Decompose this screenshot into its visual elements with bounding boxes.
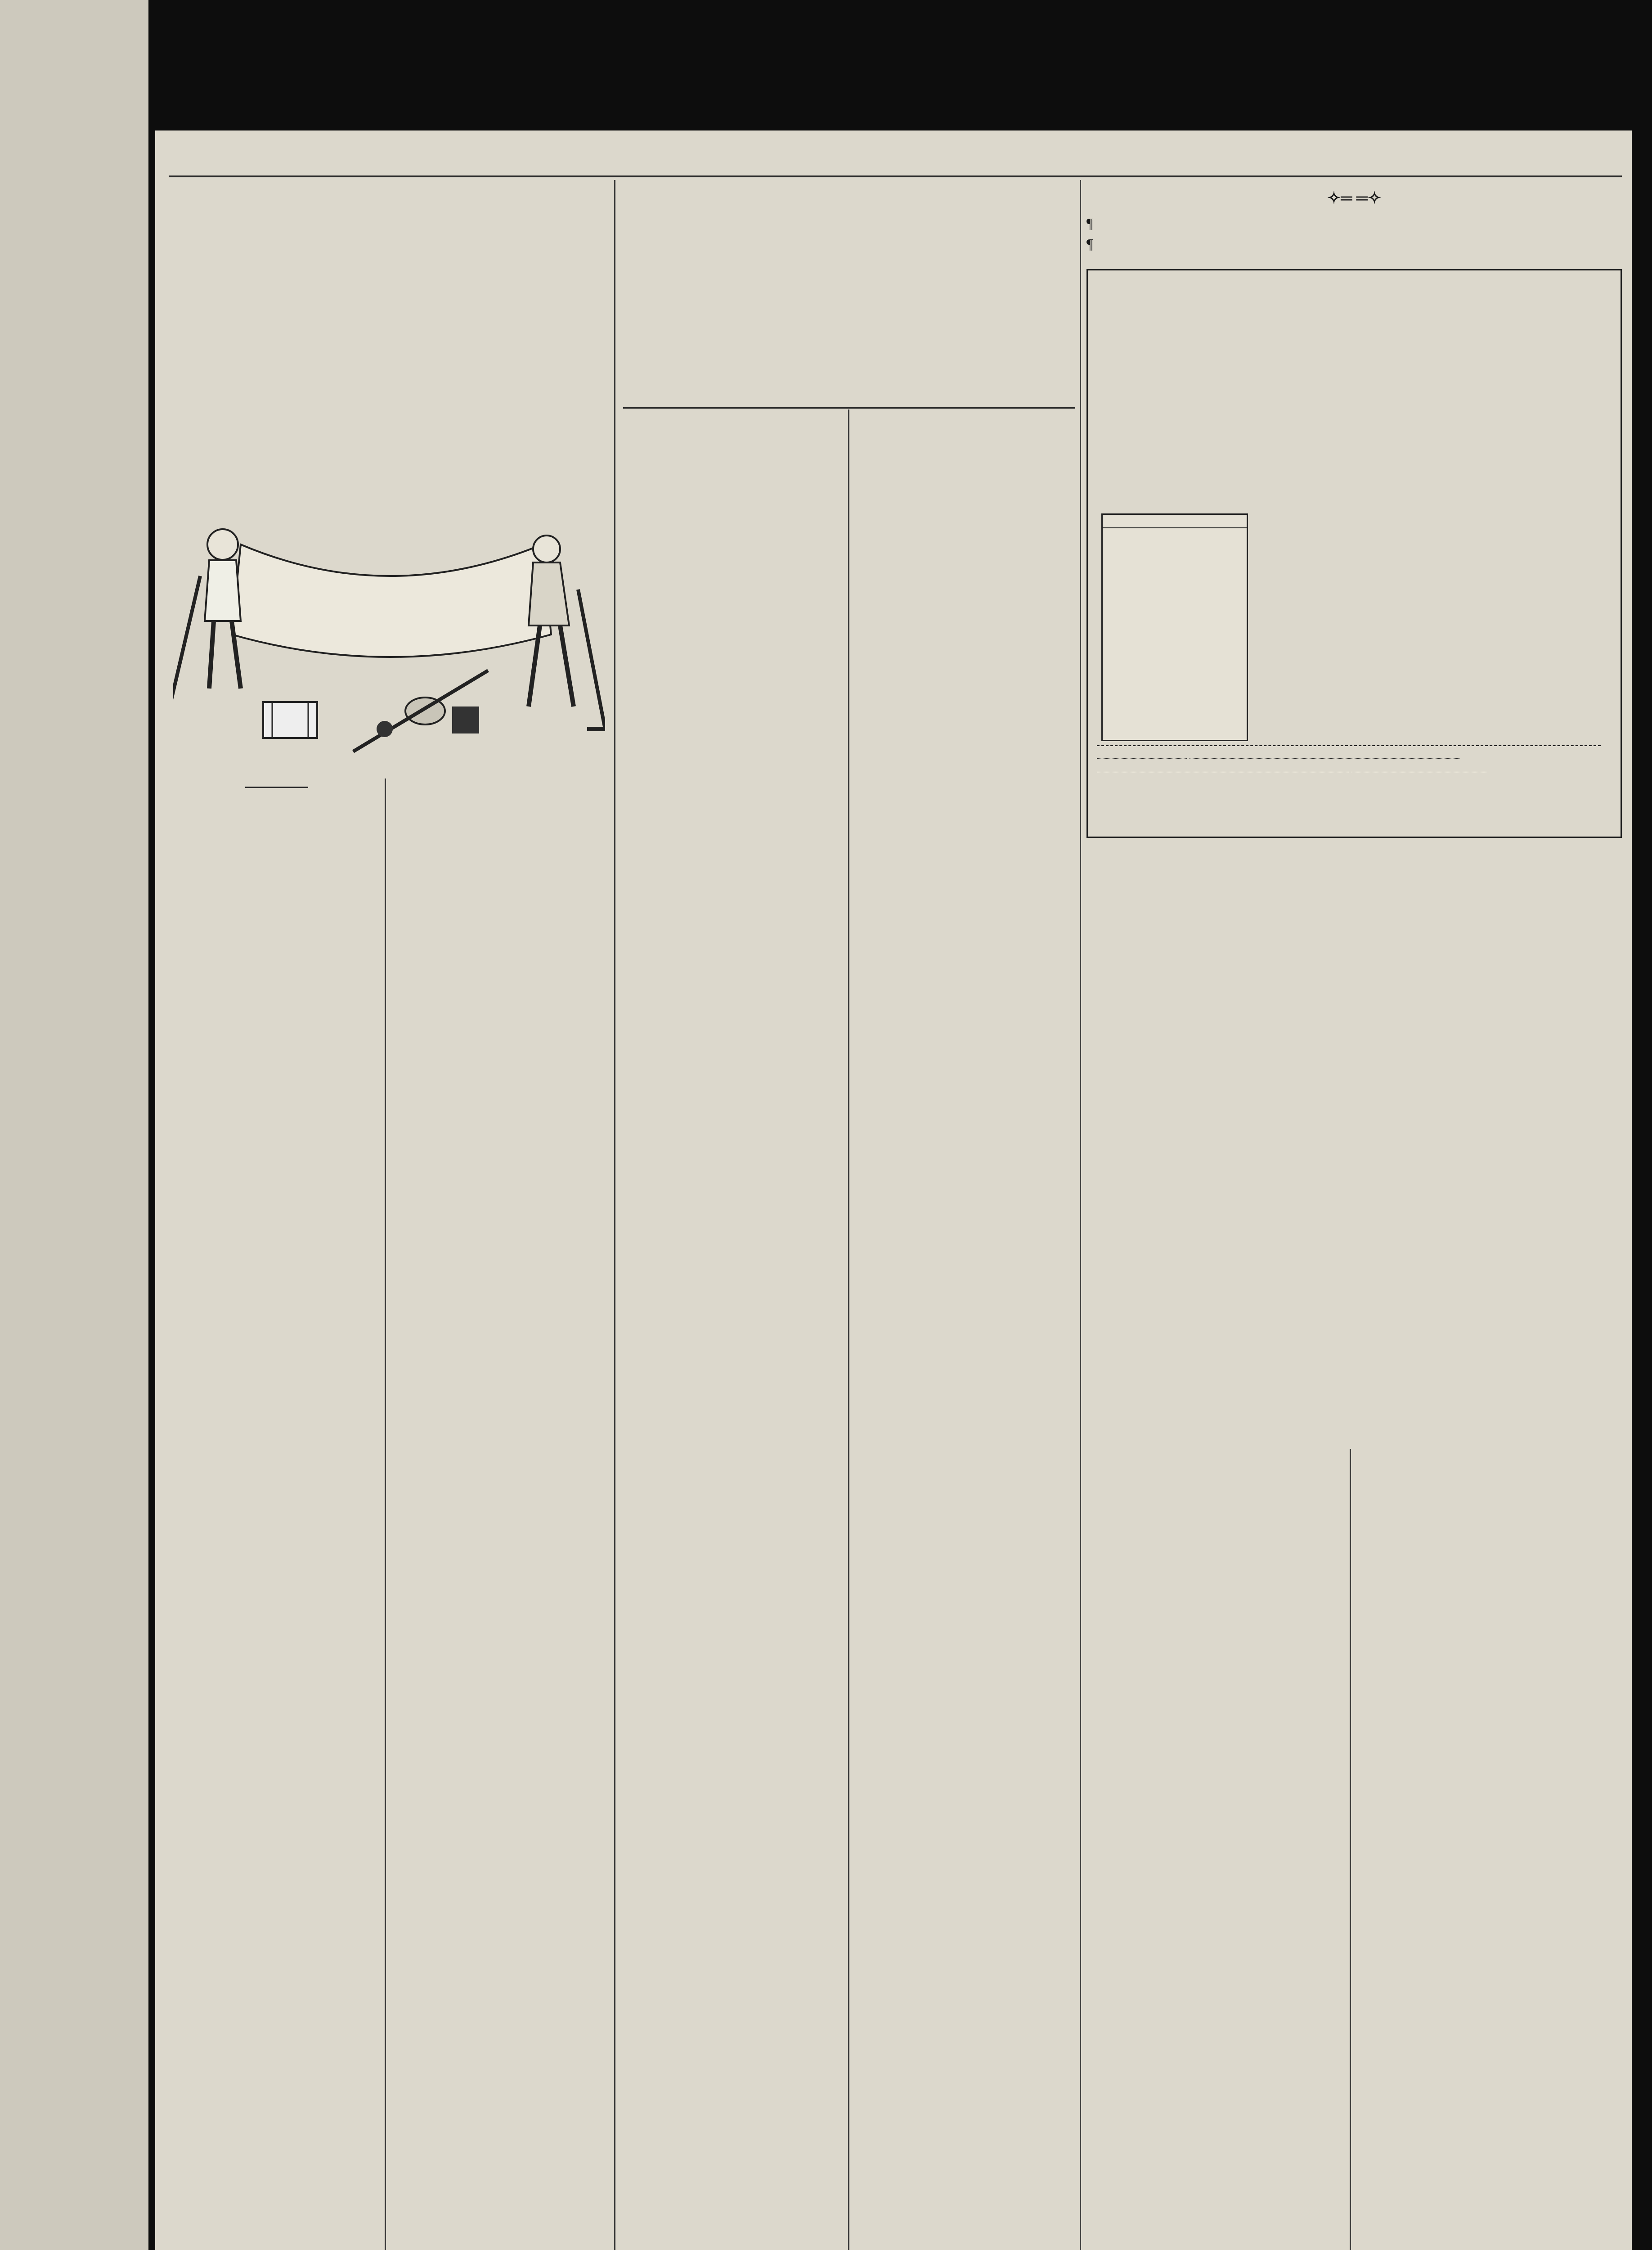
abuse-of-play-column-1 bbox=[178, 878, 378, 2250]
header-rule bbox=[623, 407, 1075, 409]
abuse-of-play-header bbox=[178, 778, 378, 796]
athletic-boy-illustration bbox=[173, 518, 605, 770]
previous-page-strip bbox=[0, 0, 148, 2250]
coupon-number-field[interactable] bbox=[1097, 758, 1187, 759]
ornament-right-icon: ═✧ bbox=[1356, 189, 1382, 207]
volume-line bbox=[1086, 188, 1622, 208]
column-rule bbox=[1350, 1449, 1351, 2250]
order-coupon bbox=[1097, 745, 1601, 776]
pilcrow-icon: ¶ bbox=[1086, 215, 1093, 231]
catholic-england-column-2 bbox=[855, 414, 1073, 2250]
newspaper-page bbox=[155, 130, 1632, 2250]
complimentary-offer bbox=[1259, 513, 1601, 517]
athletic-boy-drawing bbox=[173, 518, 605, 770]
becket-continued-column bbox=[1086, 1451, 1343, 2250]
ad-paragraph-2 bbox=[1086, 235, 1622, 253]
encyclopedia-box bbox=[1086, 269, 1622, 838]
column-rule bbox=[385, 778, 386, 2250]
catholic-england-column-1 bbox=[623, 414, 841, 2250]
header-rule bbox=[169, 176, 1622, 177]
catholic-encyclopedia-ad bbox=[1086, 184, 1622, 1440]
column-rule bbox=[1080, 180, 1081, 2250]
stray-sporting-notes bbox=[391, 1130, 607, 2250]
irish-martyrs-column bbox=[1356, 1451, 1622, 2250]
coupon-name-field[interactable] bbox=[1190, 758, 1459, 759]
pilcrow-icon: ¶ bbox=[1086, 236, 1093, 252]
evolution-book-image bbox=[1101, 513, 1248, 741]
column-rule bbox=[614, 180, 615, 2250]
abbeys-salt-ad bbox=[169, 184, 610, 558]
catholic-england-header bbox=[621, 184, 1075, 410]
coupon-company bbox=[1097, 745, 1601, 749]
ad-paragraph-1 bbox=[1086, 214, 1622, 232]
column-rule bbox=[848, 410, 849, 2250]
book-title bbox=[1103, 524, 1247, 528]
ornament-left-icon: ✧═ bbox=[1327, 189, 1352, 207]
